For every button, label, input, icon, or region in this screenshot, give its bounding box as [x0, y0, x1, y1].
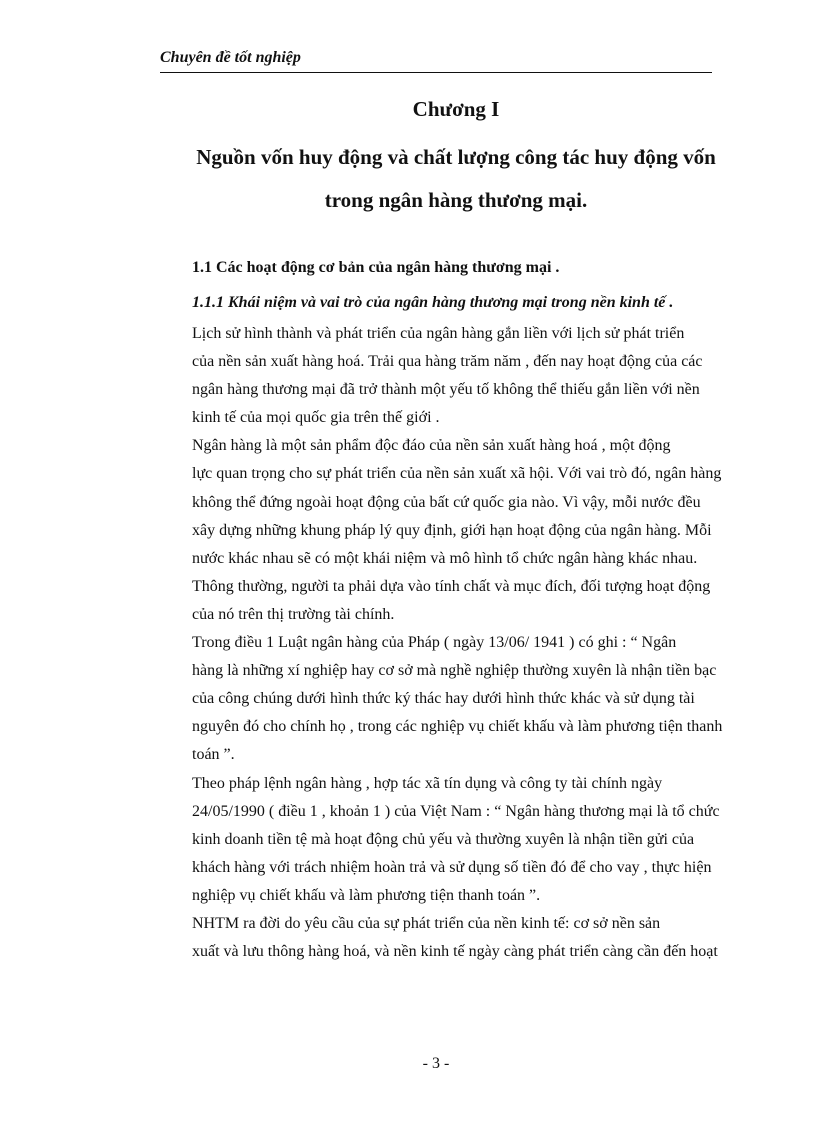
section-heading-1-1: 1.1 Các hoạt động cơ bản của ngân hàng thương mại . — [192, 259, 560, 276]
page-number: - 3 - — [422, 1055, 450, 1072]
paragraph-line: toán ”. — [192, 746, 235, 764]
paragraph — [160, 320, 712, 432]
paragraph-line: hàng là những xí nghiệp hay cơ sở mà nghề nghiệp thường xuyên là nhận tiền bạc — [192, 662, 717, 680]
paragraph-line: nước khác nhau sẽ có một khái niệm và mô hình tổ chức ngân hàng khác nhau. — [192, 549, 698, 567]
paragraph-line: của nó trên thị trường tài chính. — [192, 605, 395, 623]
paragraph-line: nghiệp vụ chiết khấu và làm phương tiện thanh toán ”. — [192, 886, 541, 904]
section-heading-1-1-1: 1.1.1 Khái niệm và vai trò của ngân hàng thương mại trong nền kinh tế . — [192, 294, 674, 311]
paragraph-line: ngân hàng thương mại đã trở thành một yếu tố không thể thiếu gắn liền với nền — [192, 381, 700, 399]
paragraph-line: nguyên đó cho chính họ , trong các nghiệp vụ chiết khấu và làm phương tiện thanh — [192, 718, 723, 736]
paragraph-line: của nền sản xuất hàng hoá. Trải qua hàng trăm năm , đến nay hoạt động của các — [192, 353, 703, 371]
header-title: Chuyên đề tốt nghiệp — [160, 49, 301, 66]
paragraph — [160, 432, 722, 629]
paragraph-line: kinh tế của mọi quốc gia trên thế giới . — [192, 409, 440, 427]
body-text — [160, 320, 723, 966]
paragraph-line: xây dựng những khung pháp lý quy định, giới hạn hoạt động của ngân hàng. Mỗi — [192, 521, 712, 539]
paragraph-line: NHTM ra đời do yêu cầu của sự phát triển của nền kinh tế: cơ sở nền sản — [192, 914, 661, 932]
paragraph-line: lực quan trọng cho sự phát triển của nền sản xuất xã hội. Với vai trò đó, ngân hàng — [192, 465, 722, 483]
chapter-title-line-1: Nguồn vốn huy động và chất lượng công tác huy động vốn — [196, 145, 716, 169]
paragraph — [160, 770, 720, 910]
paragraph — [160, 910, 718, 966]
chapter-label: Chương I — [412, 97, 500, 121]
paragraph-line: kinh doanh tiền tệ mà hoạt động chủ yếu và thường xuyên là nhận tiền gửi của — [192, 830, 695, 848]
paragraph — [160, 629, 723, 769]
paragraph-line: Thông thường, người ta phải dựa vào tính chất và mục đích, đối tượng hoạt động — [192, 577, 711, 595]
paragraph-line: không thể đứng ngoài hoạt động của bất cứ quốc gia nào. Vì vậy, mỗi nước đều — [192, 493, 701, 511]
paragraph-line: của công chúng dưới hình thức ký thác hay dưới hình thức khác và sử dụng tài — [192, 690, 695, 708]
chapter-title-line-2: trong ngân hàng thương mại. — [324, 188, 588, 212]
paragraph-line: xuất và lưu thông hàng hoá, và nền kinh tế ngày càng phát triển càng cần đến hoạt — [192, 943, 718, 961]
paragraph-line: 24/05/1990 ( điều 1 , khoản 1 ) của Việt Nam : “ Ngân hàng thương mại là tổ chức — [192, 802, 720, 820]
page-header — [160, 48, 712, 73]
paragraph-line: Trong điều 1 Luật ngân hàng của Pháp ( ngày 13/06/ 1941 ) có ghi : “ Ngân — [192, 634, 677, 652]
paragraph-line: Theo pháp lệnh ngân hàng , hợp tác xã tín dụng và công ty tài chính ngày — [192, 774, 663, 792]
paragraph-line: Lịch sử hình thành và phát triển của ngân hàng gắn liền với lịch sử phát triển — [192, 325, 685, 342]
paragraph-line: khách hàng với trách nhiệm hoàn trả và sử dụng số tiền đó để cho vay , thực hiện — [192, 858, 712, 876]
paragraph-line: Ngân hàng là một sản phẩm độc đáo của nền sản xuất hàng hoá , một động — [192, 437, 671, 455]
